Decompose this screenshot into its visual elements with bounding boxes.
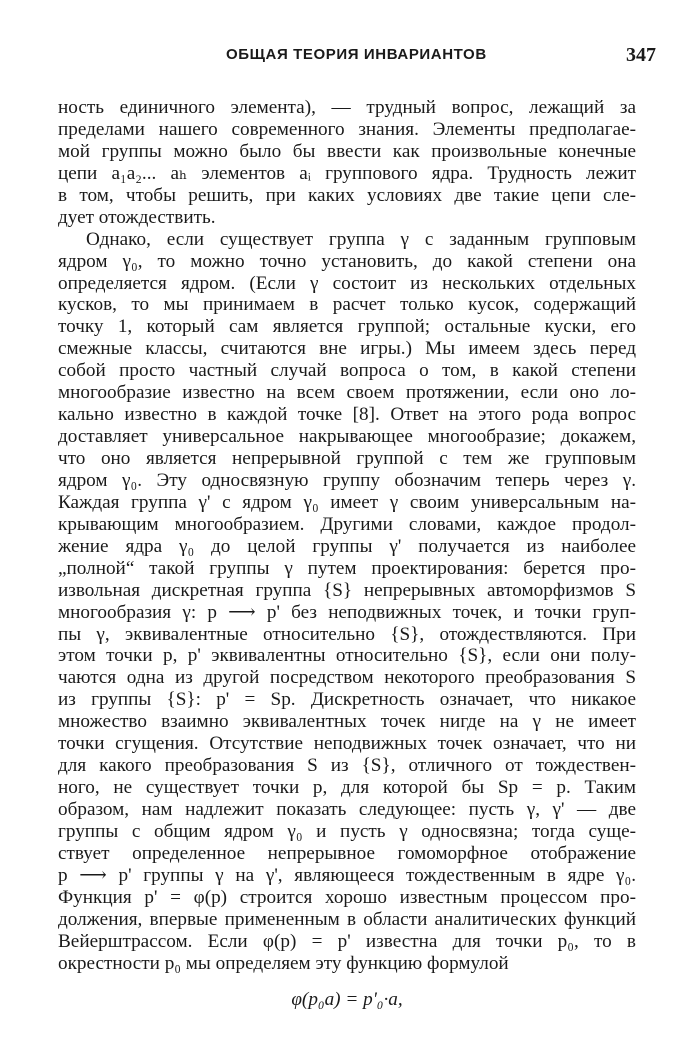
text-line: множество взаимно эквивалентных точек нигде на γ не имеет <box>58 711 636 733</box>
formula: φ(p₀a) = p'₀·a, <box>291 988 403 1010</box>
text-line: крывающим многообразием. Другими словами, каждое продол- <box>58 513 636 535</box>
text-line: должения, впервые примененным в области аналитических функций <box>58 908 636 930</box>
text-line: ствует определенное непрерывное гомоморфное отображение <box>58 842 636 864</box>
text-line: в том, чтобы решить, при каких условиях две такие цепи сле- <box>58 184 636 206</box>
paragraph <box>58 97 636 229</box>
text-line: смежные классы, считаются вне игры.) Мы имеем здесь перед <box>58 338 636 360</box>
text-line: жение ядра γ₀ до целой группы γ' получается из наиболее <box>58 535 636 557</box>
text-line: p ⟶ p' группы γ на γ', являющееся тождественным в ядре γ₀. <box>58 864 636 886</box>
text-line: собой просто частный случай вопроса о том, в какой степени <box>58 360 636 382</box>
text-line: доставляет универсальное накрывающее многообразие; докажем, <box>58 426 636 448</box>
running-title: ОБЩАЯ ТЕОРИЯ ИНВАРИАНТОВ <box>226 46 487 63</box>
text-line: мой группы можно было бы ввести как произвольные конечные <box>58 140 636 162</box>
text-line: дует отождествить. <box>58 206 216 228</box>
text-line: Однако, если существует группа γ с заданным групповым <box>86 228 636 250</box>
text-line: „полной“ такой группы γ путем проектирования: берется про- <box>58 557 636 579</box>
text-line: точку 1, который сам является группой; остальные куски, его <box>58 316 636 338</box>
text-line: окрестности p₀ мы определяем эту функцию формулой <box>58 952 509 974</box>
text-line: цепи a₁a₂... aₕ элементов aᵢ группового ядра. Трудность лежит <box>58 162 636 184</box>
text-line: извольная дискретная группа {S} непрерывных автоморфизмов S <box>58 579 636 601</box>
text-line: многообразие известно на всем своем протяжении, если оно ло- <box>58 382 636 404</box>
text-line: ного, не существует точки p, для которой бы Sp = p. Таким <box>58 777 636 799</box>
text-line: определяется ядром. (Если γ состоит из нескольких отдельных <box>58 272 636 294</box>
page-number: 347 <box>626 44 656 66</box>
text-line: из группы {S}: p' = Sp. Дискретность означает, что никакое <box>58 689 636 711</box>
text-line: группы с общим ядром γ₀ и пусть γ односвязна; тогда суще- <box>58 820 636 842</box>
text-line: этом точки p, p' эквивалентны относительно {S}, если они полу- <box>58 645 636 667</box>
text-line: чаются одна из другой посредством некоторого преобразования S <box>58 667 636 689</box>
page-header <box>116 44 656 70</box>
text-line: образом, нам надлежит показать следующее: пусть γ, γ' — две <box>58 799 636 820</box>
text-line: многообразия γ: p ⟶ p' без неподвижных точек, и точки груп- <box>58 601 636 623</box>
text-line: ность единичного элемента), — трудный вопрос, лежащий за <box>58 97 636 118</box>
text-line: ядром γ₀. Эту односвязную группу обозначим теперь через γ. <box>58 469 636 491</box>
text-line: пределами нашего современного знания. Элементы предполагае- <box>58 118 636 140</box>
text-line: что оно является непрерывной группой с тем же групповым <box>58 448 636 469</box>
text-line: точки сгущения. Отсутствие неподвижных точек означает, что ни <box>58 733 636 755</box>
body-text <box>58 97 636 1010</box>
text-line: Функция p' = φ(p) строится хорошо известным процессом про- <box>58 886 636 908</box>
paragraph <box>58 229 636 975</box>
text-line: для какого преобразования S из {S}, отличного от тождествен- <box>58 755 636 777</box>
text-line: кально известно в каждой точке [8]. Ответ на этого рода вопрос <box>58 404 636 426</box>
text-line: пы γ, эквивалентные относительно {S}, отождествляются. При <box>58 623 636 645</box>
text-line: кусков, то мы принимаем в расчет только кусок, содержащий <box>58 294 636 316</box>
text-line: Вейерштрассом. Если φ(p) = p' известна для точки p₀, то в <box>58 930 636 952</box>
text-line: ядром γ₀, то можно точно установить, до какой степени она <box>58 250 636 272</box>
text-line: Каждая группа γ' с ядром γ₀ имеет γ своим универсальным на- <box>58 491 636 513</box>
